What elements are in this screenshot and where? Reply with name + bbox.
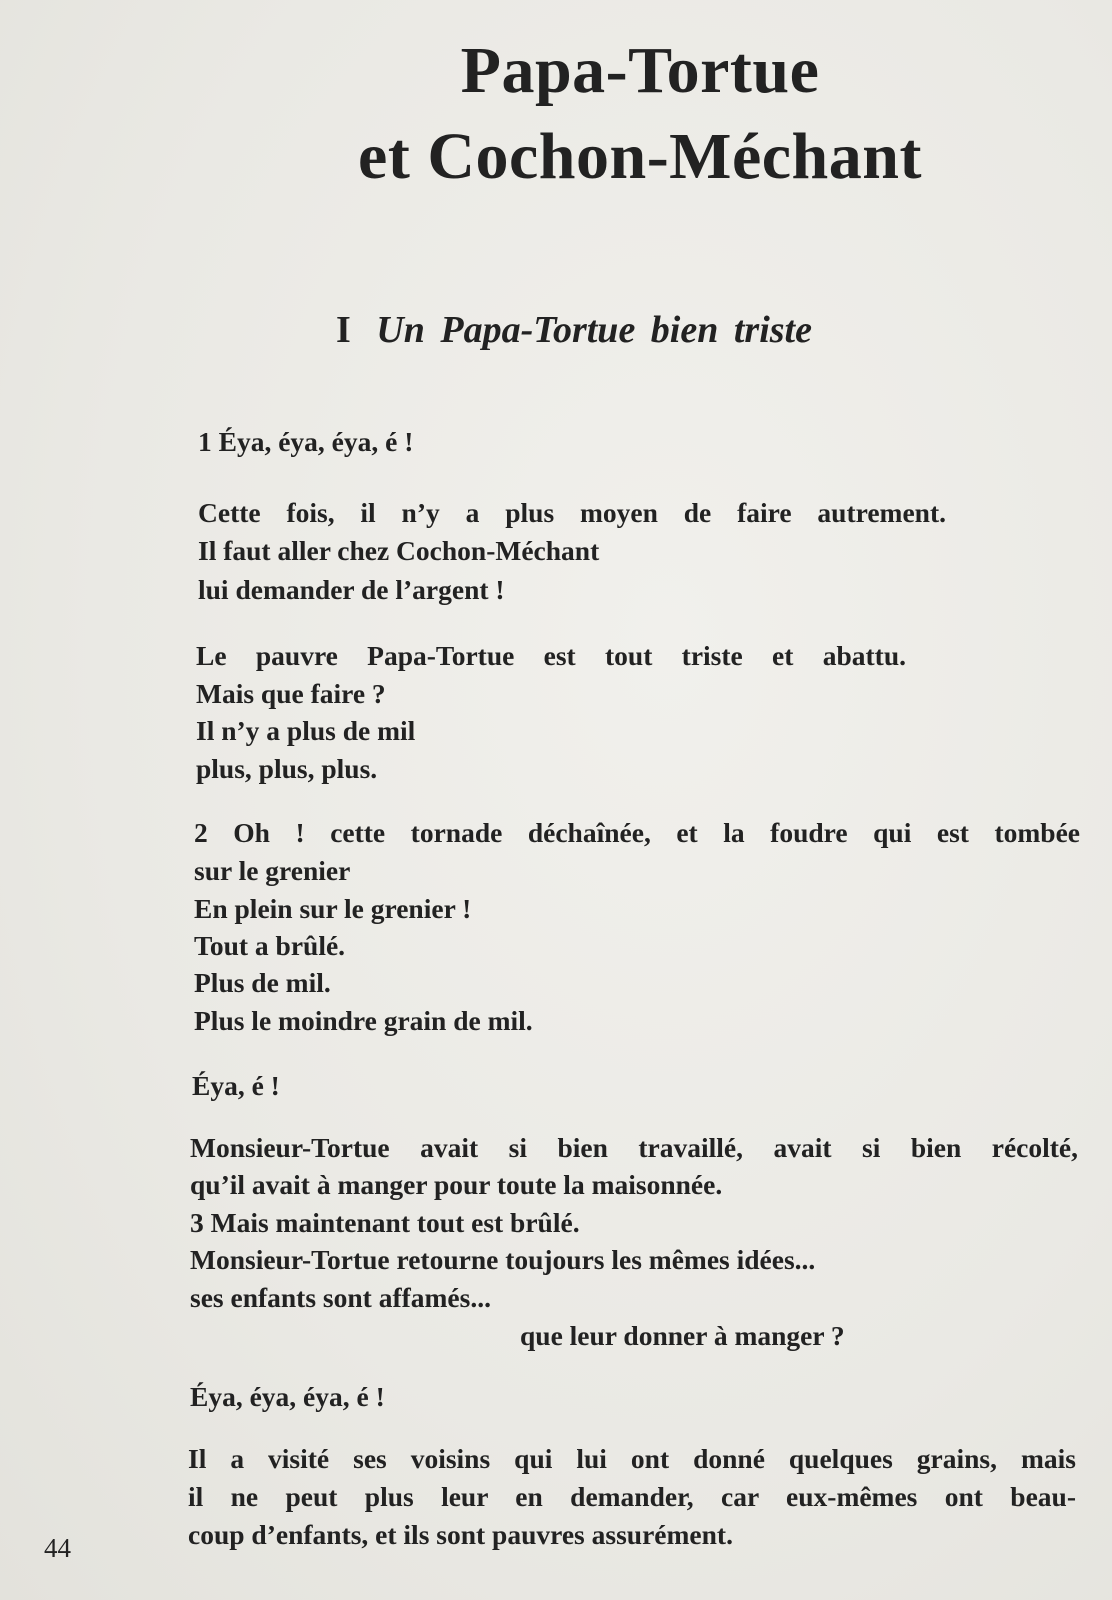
text-line: Éya, éya, éya, é ! — [190, 1381, 385, 1412]
text-line: sur le grenier — [194, 855, 351, 886]
title-line-1: Papa-Tortue — [460, 34, 820, 107]
text-line: il ne peut plus leur en demander, car eux-mêmes ont beau- — [188, 1481, 1076, 1512]
text-line: Il a visité ses voisins qui lui ont donné quelques grains, mais — [188, 1443, 1076, 1474]
text-line: Mais que faire ? — [196, 678, 386, 709]
text-line: 2 Oh ! cette tornade déchaînée, et la foudre qui est tombée — [194, 817, 1080, 848]
section-number: I — [336, 309, 351, 351]
text-line: ses enfants sont affamés... — [190, 1282, 491, 1313]
text-line: Éya, é ! — [192, 1070, 280, 1101]
section-title: Un Papa-Tortue bien triste — [376, 309, 812, 351]
text-line: Plus le moindre grain de mil. — [194, 1005, 533, 1036]
page-number: 44 — [44, 1533, 71, 1563]
text-line: Plus de mil. — [194, 967, 331, 998]
text-line: Cette fois, il n’y a plus moyen de faire autrement. — [198, 497, 946, 528]
text-line: Le pauvre Papa-Tortue est tout triste et abattu. — [196, 640, 906, 671]
text-line: En plein sur le grenier ! — [194, 893, 472, 924]
title-line-2: et Cochon-Méchant — [358, 120, 922, 193]
text-line: qu’il avait à manger pour toute la maisonnée. — [190, 1169, 723, 1200]
text-line: que leur donner à manger ? — [520, 1320, 845, 1351]
text-line: Monsieur-Tortue avait si bien travaillé, avait si bien récolté, — [190, 1132, 1078, 1163]
section-heading — [336, 308, 812, 352]
text-line: coup d’enfants, et ils sont pauvres assurément. — [188, 1519, 733, 1550]
text-line: Il faut aller chez Cochon-Méchant — [198, 535, 600, 566]
text-line: lui demander de l’argent ! — [198, 574, 505, 605]
text-line: 1 Éya, éya, éya, é ! — [198, 426, 414, 457]
text-line: plus, plus, plus. — [196, 753, 378, 784]
text-line: 3 Mais maintenant tout est brûlé. — [190, 1207, 580, 1238]
text-line: Tout a brûlé. — [194, 930, 346, 961]
text-line: Il n’y a plus de mil — [196, 715, 416, 746]
text-line: Monsieur-Tortue retourne toujours les mêmes idées... — [190, 1244, 816, 1275]
